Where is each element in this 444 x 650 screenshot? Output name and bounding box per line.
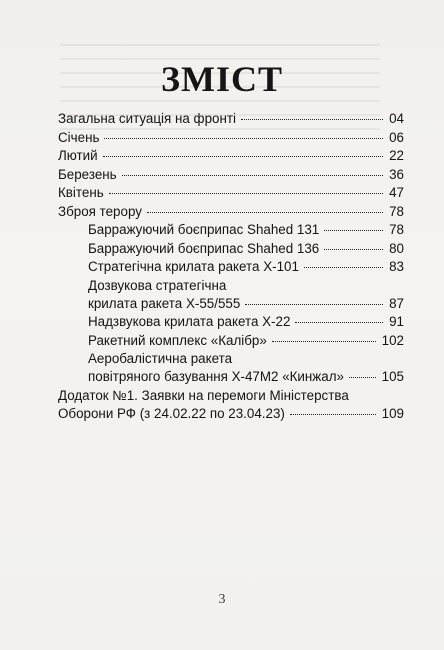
toc-subentry[interactable] <box>88 277 404 313</box>
toc-entry-title: повітряного базування Х-47М2 «Кинжал» <box>88 369 344 384</box>
toc-dot-leader <box>324 249 383 250</box>
toc-dot-leader <box>245 304 383 305</box>
toc-dot-leader <box>272 341 376 342</box>
table-of-contents <box>58 110 404 423</box>
toc-entry-title-line1: Дозвукова стратегічна <box>88 277 227 293</box>
toc-page-number: 22 <box>389 148 404 163</box>
toc-page-number: 80 <box>389 240 404 256</box>
toc-page-number: 36 <box>389 166 404 182</box>
page-number: 3 <box>218 592 226 607</box>
toc-dot-leader <box>109 193 383 194</box>
toc-dot-leader <box>104 138 383 139</box>
toc-dot-leader <box>103 156 383 157</box>
toc-entry-title: Загальна ситуація на фронті <box>58 111 236 126</box>
toc-page-number: 47 <box>389 185 404 200</box>
toc-dot-leader <box>290 414 376 415</box>
toc-entry-title: Надзвукова крилата ракета Х-22 <box>88 314 291 329</box>
toc-entry[interactable] <box>58 203 404 221</box>
toc-subentry[interactable] <box>88 313 404 331</box>
toc-dot-leader <box>304 267 383 268</box>
toc-subentry[interactable] <box>88 240 404 258</box>
toc-entry-title: Барражуючий боєприпас Shahed 136 <box>88 240 320 256</box>
toc-page-number: 78 <box>389 222 404 237</box>
toc-entry-title: Ракетний комплекс «Калібр» <box>88 332 267 348</box>
toc-page-number: 78 <box>389 203 404 219</box>
toc-entry-title: Квітень <box>58 185 104 200</box>
page-title: ЗМІСТ <box>161 59 283 99</box>
toc-entry[interactable] <box>58 129 404 147</box>
toc-entry-title: Лютий <box>58 148 98 163</box>
toc-entry-title: крилата ракета Х-55/555 <box>88 295 241 311</box>
toc-entry[interactable] <box>58 147 404 165</box>
toc-page-number: 105 <box>381 369 404 384</box>
toc-subentry[interactable] <box>88 350 404 386</box>
toc-dot-leader <box>349 377 376 378</box>
toc-page-number: 102 <box>381 332 404 348</box>
toc-entry-title: Січень <box>58 129 100 145</box>
toc-entry-title: Стратегічна крилата ракета Х-101 <box>88 259 299 274</box>
toc-entry-title-line1: Додаток №1. Заявки на перемоги Міністерства <box>58 387 349 403</box>
toc-entry[interactable] <box>58 184 404 202</box>
toc-page-number: 91 <box>389 314 404 329</box>
toc-page-number: 83 <box>389 259 404 274</box>
toc-entry-title-line1: Аеробалістична ракета <box>88 351 233 366</box>
toc-entry-title: Оборони РФ (з 24.02.22 по 23.04.23) <box>58 405 285 421</box>
toc-entry-title: Зброя терору <box>58 203 142 219</box>
toc-page-number: 87 <box>389 295 404 311</box>
toc-subentry[interactable] <box>88 332 404 350</box>
toc-subentry[interactable] <box>88 258 404 276</box>
toc-entry[interactable] <box>58 110 404 128</box>
toc-entry-title: Барражуючий боєприпас Shahed 131 <box>88 222 320 237</box>
toc-entry-title: Березень <box>58 166 117 182</box>
toc-dot-leader <box>122 175 383 176</box>
toc-subentry[interactable] <box>88 221 404 239</box>
toc-dot-leader <box>295 322 383 323</box>
toc-dot-leader <box>147 212 383 213</box>
toc-page-number: 109 <box>381 405 404 421</box>
toc-dot-leader <box>324 230 383 231</box>
toc-dot-leader <box>241 119 383 120</box>
toc-page-number: 04 <box>389 111 404 126</box>
toc-entry[interactable] <box>58 387 404 423</box>
toc-entry[interactable] <box>58 166 404 184</box>
toc-page-number: 06 <box>389 129 404 145</box>
